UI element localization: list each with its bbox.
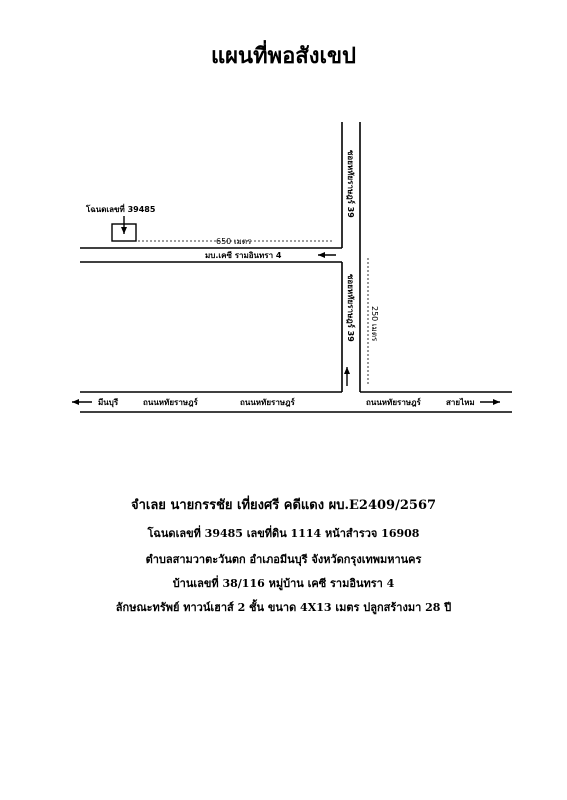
address-line: บ้านเลขที่ 38/116 หมู่บ้าน เคซี รามอินทรา 4 — [172, 577, 395, 590]
direction-right-label: สายไหม — [446, 398, 475, 407]
page-title: แผนที่พอสังเขป — [210, 44, 357, 69]
distance-right-label: 250 เมตร — [370, 306, 379, 342]
distance-top-label: 650 เมตร — [216, 237, 252, 246]
soi-upper-label: ซอยหทัยราษฎร์ 39 — [346, 150, 355, 218]
main-road-label-mid: ถนนหทัยราษฎร์ — [240, 398, 295, 407]
main-road-label-left: ถนนหทัยราษฎร์ — [143, 398, 198, 407]
deed-label: โฉนดเลขที่ 39485 — [86, 205, 156, 214]
location-line: ตำบลสามวาตะวันตก อำเภอมีนบุรี จังหวัดกรุงเทพมหานคร — [145, 553, 422, 566]
soi-lower-label: ซอยหทัยราษฎร์ 39 — [346, 274, 355, 342]
defendant-case-line: จำเลย นายกรรชัย เที่ยงศรี คดีแดง ผบ.E2409/2567 — [130, 498, 437, 513]
property-description-line: ลักษณะทรัพย์ ทาวน์เฮาส์ 2 ชั้น ขนาด 4X13 เมตร ปลูกสร้างมา 28 ปี — [115, 601, 452, 614]
village-road-label: มบ.เคซี รามอินทรา 4 — [205, 251, 282, 260]
direction-left-label: มีนบุรี — [98, 398, 119, 407]
deed-details-line: โฉนดเลขที่ 39485 เลขที่ดิน 1114 หน้าสำรวจ 16908 — [147, 527, 420, 540]
main-road-label-right: ถนนหทัยราษฎร์ — [366, 398, 421, 407]
